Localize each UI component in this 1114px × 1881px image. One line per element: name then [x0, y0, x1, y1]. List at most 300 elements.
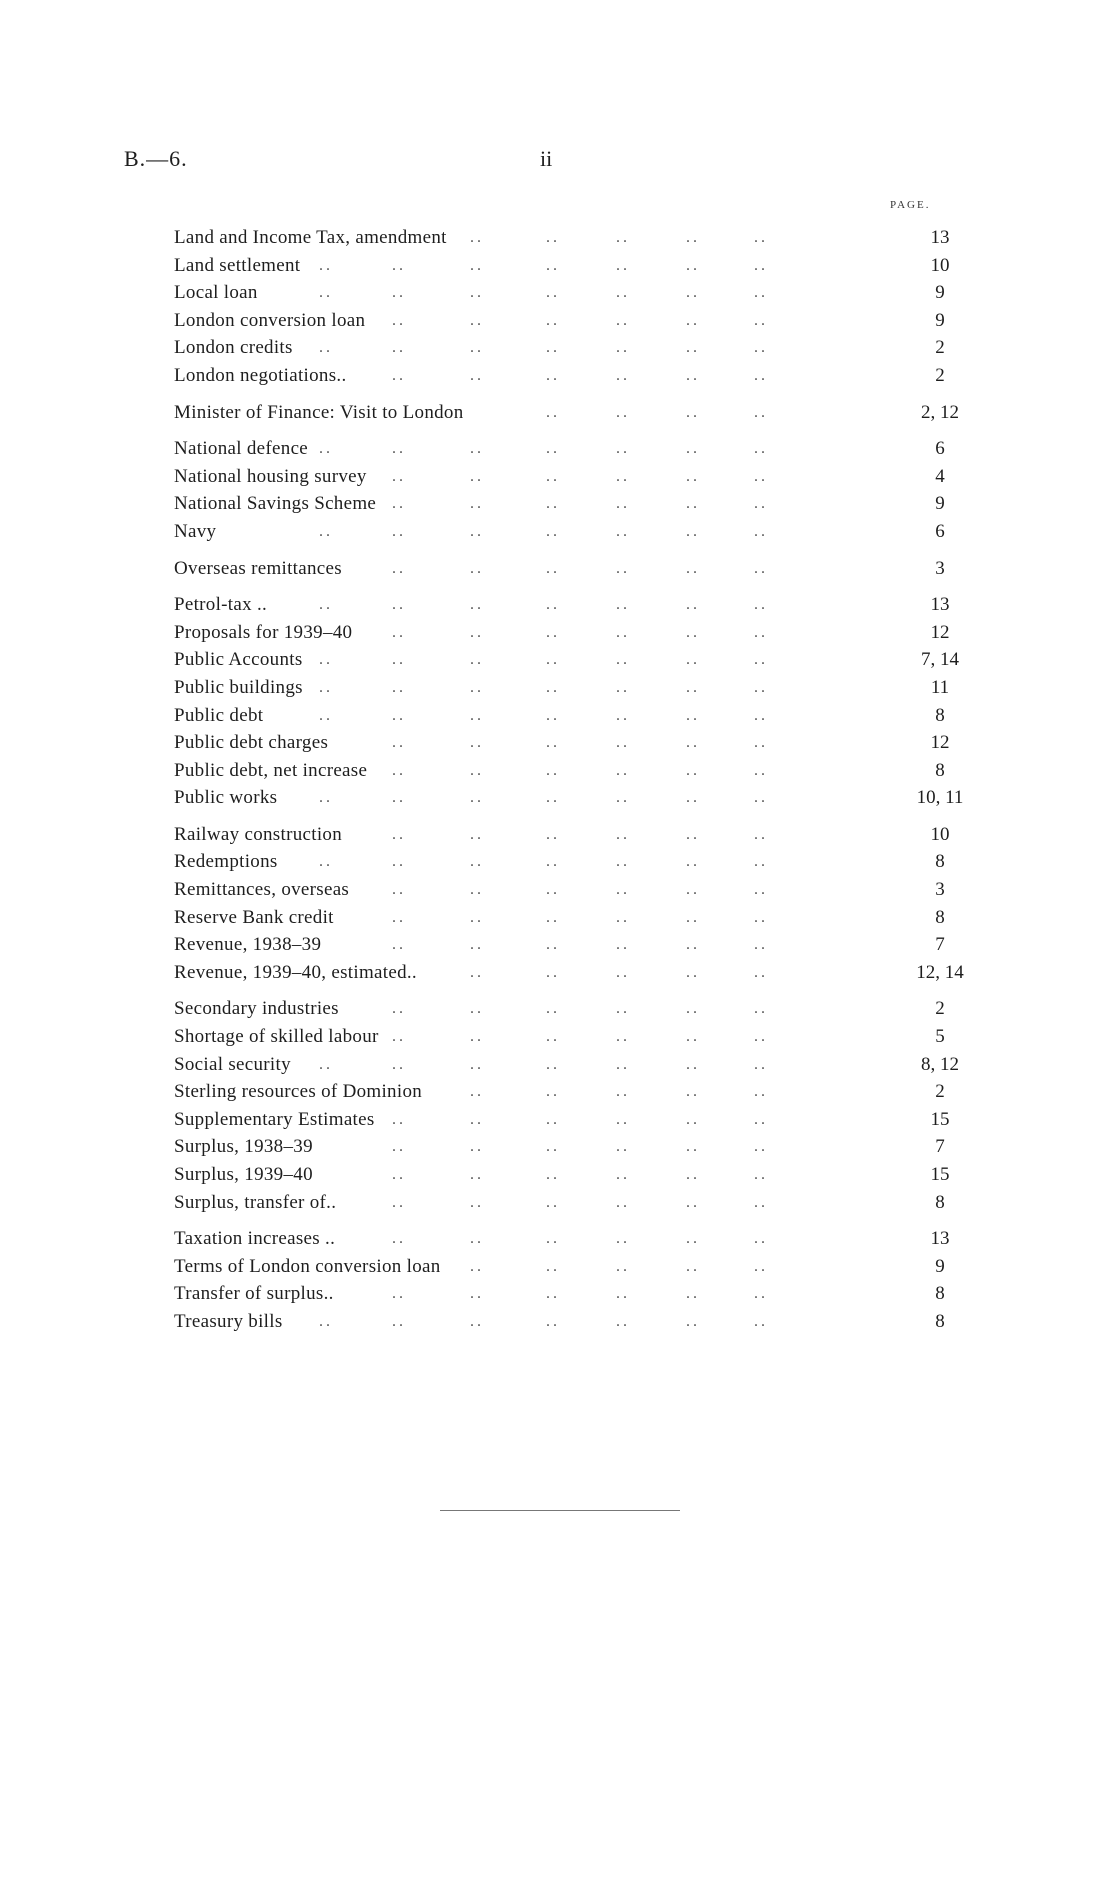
leader-dots: .. — [392, 761, 406, 779]
leader-dots: .. — [546, 1138, 560, 1156]
leader-dots: .. — [754, 908, 768, 926]
leader-dots: .. — [392, 881, 406, 899]
leader-dots: .. — [546, 908, 560, 926]
leader-dots: .. — [686, 440, 700, 458]
leader-dots: .. — [546, 734, 560, 752]
page-number: ii — [540, 146, 553, 171]
leader-dots: .. — [754, 1000, 768, 1018]
leader-dots: .. — [616, 403, 630, 421]
leader-dots: .. — [754, 1110, 768, 1128]
leader-dots: .. — [686, 1166, 700, 1183]
leader-dots: .. — [754, 256, 768, 274]
index-entry-page: 10, 11 — [916, 787, 964, 809]
leader-dots: .. — [616, 706, 630, 724]
index-entry-page: 9 — [935, 282, 945, 304]
leader-dots: .. — [754, 1083, 768, 1101]
leader-dots: .. — [470, 1285, 484, 1303]
index-entry-label: Proposals for 1939–40 — [174, 621, 353, 643]
index-entry-label: Surplus, 1939–40 — [174, 1164, 313, 1185]
leader-dots: .. — [686, 825, 700, 843]
index-entry-page: 8 — [935, 759, 945, 781]
leader-dots: .. — [616, 284, 630, 302]
leader-dots: .. — [616, 651, 630, 669]
leader-dots: .. — [616, 339, 630, 357]
leader-dots: .. — [470, 1028, 484, 1046]
leader-dots: .. — [546, 467, 560, 485]
index-entry — [174, 757, 974, 785]
leader-dots: .. — [754, 495, 768, 513]
leader-dots: .. — [392, 1166, 406, 1183]
index-entry-label: Sterling resources of Dominion — [174, 1081, 423, 1103]
leader-dots: .. — [616, 1110, 630, 1128]
index-entry — [174, 1023, 974, 1051]
leader-dots: .. — [546, 495, 560, 513]
leader-dots: .. — [319, 596, 333, 614]
leader-dots: .. — [686, 495, 700, 513]
index-entry-label: National defence — [174, 438, 309, 460]
leader-dots: .. — [754, 1230, 768, 1248]
index-entry-label: Shortage of skilled labour — [174, 1026, 379, 1048]
leader-dots: .. — [546, 256, 560, 274]
leader-dots: .. — [686, 651, 700, 669]
leader-dots: .. — [546, 1257, 560, 1275]
leader-dots: .. — [470, 559, 484, 577]
index-entry — [174, 555, 974, 583]
index-entry-label: Public debt, net increase — [174, 759, 368, 781]
leader-dots: .. — [616, 1028, 630, 1046]
leader-dots: .. — [392, 339, 406, 357]
leader-dots: .. — [616, 559, 630, 577]
leader-dots: .. — [392, 1055, 406, 1073]
index-entry-label: National Savings Scheme — [174, 493, 377, 515]
index-entry — [174, 463, 974, 491]
index-entry-label: Navy — [174, 520, 217, 542]
index-entry-label: Local loan — [174, 282, 258, 304]
leader-dots: .. — [470, 623, 484, 641]
leader-dots: .. — [686, 881, 700, 899]
leader-dots: .. — [616, 734, 630, 752]
leader-dots: .. — [470, 908, 484, 926]
leader-dots: .. — [470, 366, 484, 384]
leader-dots: .. — [392, 440, 406, 458]
index-entry-label: Transfer of surplus.. — [174, 1283, 334, 1305]
leader-dots: .. — [546, 881, 560, 899]
leader-dots: .. — [686, 596, 700, 614]
index-entry-page: 8 — [935, 906, 945, 928]
leader-dots: .. — [616, 789, 630, 807]
index-entry-page: 8 — [935, 1191, 945, 1213]
leader-dots: .. — [754, 1028, 768, 1046]
leader-dots: .. — [392, 495, 406, 513]
leader-dots: .. — [392, 559, 406, 577]
leader-dots: .. — [754, 311, 768, 329]
leader-dots: .. — [470, 963, 484, 981]
leader-dots: .. — [754, 678, 768, 696]
leader-dots: .. — [686, 734, 700, 752]
leader-dots: .. — [686, 229, 700, 246]
leader-dots: .. — [616, 596, 630, 614]
index-entry-page: 13 — [930, 227, 950, 248]
leader-dots: .. — [319, 706, 333, 724]
index-entry — [174, 1280, 974, 1308]
leader-dots: .. — [616, 1312, 630, 1330]
index-entry — [174, 821, 974, 849]
leader-dots: .. — [754, 623, 768, 641]
dot-leaders — [174, 1051, 974, 1079]
index-entry-label: Supplementary Estimates — [174, 1108, 375, 1130]
dot-leaders — [174, 279, 974, 307]
index-entry-page: 15 — [930, 1108, 950, 1130]
index-entry — [174, 307, 974, 335]
leader-dots: .. — [392, 467, 406, 485]
leader-dots: .. — [319, 651, 333, 669]
leader-dots: .. — [616, 881, 630, 899]
index-entry-page: 8 — [935, 704, 945, 726]
leader-dots: .. — [319, 284, 333, 302]
leader-dots: .. — [392, 311, 406, 329]
index-entry-page: 12 — [930, 621, 950, 643]
leader-dots: .. — [616, 256, 630, 274]
index-entry-label: Land and Income Tax, amendment — [174, 227, 447, 248]
leader-dots: .. — [616, 853, 630, 871]
index-entry-label: Public debt — [174, 704, 264, 726]
index-entry-page: 6 — [935, 438, 945, 460]
leader-dots: .. — [686, 256, 700, 274]
leader-dots: .. — [546, 596, 560, 614]
leader-dots: .. — [392, 908, 406, 926]
index-entry — [174, 1161, 974, 1189]
leader-dots: .. — [754, 440, 768, 458]
dot-leaders — [174, 702, 974, 730]
leader-dots: .. — [392, 596, 406, 614]
leader-dots: .. — [754, 1193, 768, 1211]
leader-dots: .. — [392, 789, 406, 807]
index-entry — [174, 1051, 974, 1079]
leader-dots: .. — [392, 936, 406, 954]
leader-dots: .. — [686, 963, 700, 981]
leader-dots: .. — [686, 1312, 700, 1330]
dot-leaders — [174, 848, 974, 876]
index-entry — [174, 729, 974, 757]
leader-dots: .. — [392, 256, 406, 274]
leader-dots: .. — [686, 1285, 700, 1303]
leader-dots: .. — [754, 596, 768, 614]
leader-dots: .. — [392, 1028, 406, 1046]
index-entry — [174, 362, 974, 390]
index-entry — [174, 490, 974, 518]
leader-dots: .. — [686, 936, 700, 954]
index-entry — [174, 1308, 974, 1336]
index-entry-page: 2 — [935, 998, 945, 1020]
leader-dots: .. — [686, 1230, 700, 1248]
leader-dots: .. — [470, 256, 484, 274]
index-entry — [174, 591, 974, 619]
index-entry-page: 8 — [935, 1283, 945, 1305]
leader-dots: .. — [319, 256, 333, 274]
leader-dots: .. — [470, 1193, 484, 1211]
index-entry — [174, 995, 974, 1023]
leader-dots: .. — [546, 789, 560, 807]
leader-dots: .. — [546, 706, 560, 724]
leader-dots: .. — [616, 936, 630, 954]
leader-dots: .. — [616, 229, 630, 246]
leader-dots: .. — [616, 495, 630, 513]
leader-dots: .. — [470, 761, 484, 779]
dot-leaders — [174, 784, 974, 812]
leader-dots: .. — [754, 825, 768, 843]
leader-dots: .. — [546, 1230, 560, 1248]
index-entry — [174, 1189, 974, 1217]
index-entry-label: Reserve Bank credit — [174, 906, 334, 928]
index-entry-page: 10 — [930, 823, 950, 845]
index-entry-label: Surplus, 1938–39 — [174, 1136, 313, 1158]
index-entry-page: 10 — [930, 254, 950, 276]
leader-dots: .. — [686, 366, 700, 384]
index-entry — [174, 876, 974, 904]
leader-dots: .. — [754, 1138, 768, 1156]
dot-leaders — [174, 1308, 974, 1336]
leader-dots: .. — [546, 825, 560, 843]
document-reference: B.—6. — [124, 146, 188, 171]
index-entry — [174, 674, 974, 702]
leader-dots: .. — [546, 853, 560, 871]
leader-dots: .. — [392, 522, 406, 540]
leader-dots: .. — [546, 284, 560, 302]
index-entry — [174, 1225, 974, 1253]
leader-dots: .. — [546, 403, 560, 421]
leader-dots: .. — [470, 522, 484, 540]
index-entry-label: Public Accounts — [174, 649, 303, 671]
leader-dots: .. — [754, 467, 768, 485]
index-entry-page: 6 — [935, 520, 945, 542]
leader-dots: .. — [686, 853, 700, 871]
leader-dots: .. — [470, 1257, 484, 1275]
index-entry-label: London conversion loan — [174, 309, 366, 331]
index-entry-label: Secondary industries — [174, 998, 339, 1020]
leader-dots: .. — [319, 339, 333, 357]
leader-dots: .. — [686, 1083, 700, 1101]
leader-dots: .. — [470, 734, 484, 752]
leader-dots: .. — [686, 1000, 700, 1018]
leader-dots: .. — [470, 825, 484, 843]
leader-dots: .. — [470, 789, 484, 807]
leader-dots: .. — [392, 1110, 406, 1128]
leader-dots: .. — [686, 1257, 700, 1275]
leader-dots: .. — [392, 651, 406, 669]
leader-dots: .. — [754, 734, 768, 752]
index-entry-page: 2 — [935, 364, 945, 386]
leader-dots: .. — [686, 789, 700, 807]
index-entry-page: 13 — [930, 1228, 950, 1250]
index-entry-label: Treasury bills — [174, 1310, 283, 1332]
leader-dots: .. — [616, 761, 630, 779]
leader-dots: .. — [392, 1230, 406, 1248]
index-entry-label: Taxation increases .. — [174, 1228, 336, 1250]
leader-dots: .. — [319, 1312, 333, 1330]
leader-dots: .. — [616, 1138, 630, 1156]
leader-dots: .. — [470, 339, 484, 357]
leader-dots: .. — [686, 1110, 700, 1128]
leader-dots: .. — [546, 1000, 560, 1018]
leader-dots: .. — [754, 284, 768, 302]
leader-dots: .. — [392, 706, 406, 724]
leader-dots: .. — [546, 1285, 560, 1303]
leader-dots: .. — [392, 1285, 406, 1303]
leader-dots: .. — [546, 651, 560, 669]
index-entry-label: London negotiations.. — [174, 364, 347, 386]
leader-dots: .. — [470, 678, 484, 696]
index-entry-label: Overseas remittances — [174, 557, 342, 579]
leader-dots: .. — [546, 559, 560, 577]
leader-dots: .. — [546, 311, 560, 329]
leader-dots: .. — [616, 623, 630, 641]
leader-dots: .. — [470, 1230, 484, 1248]
index-entry — [174, 702, 974, 730]
leader-dots: .. — [686, 467, 700, 485]
index-entry — [174, 1253, 974, 1281]
leader-dots: .. — [686, 1193, 700, 1211]
leader-dots: .. — [686, 522, 700, 540]
leader-dots: .. — [392, 1138, 406, 1156]
leader-dots: .. — [470, 467, 484, 485]
dot-leaders — [174, 518, 974, 546]
index-entry-label: Public debt charges — [174, 732, 329, 754]
leader-dots: .. — [616, 1055, 630, 1073]
leader-dots: .. — [616, 678, 630, 696]
leader-dots: .. — [470, 853, 484, 871]
index-entry — [174, 518, 974, 546]
leader-dots: .. — [754, 936, 768, 954]
leader-dots: .. — [616, 1193, 630, 1211]
leader-dots: .. — [616, 1083, 630, 1101]
leader-dots: .. — [470, 440, 484, 458]
leader-dots: .. — [470, 311, 484, 329]
leader-dots: .. — [754, 1257, 768, 1275]
leader-dots: .. — [754, 853, 768, 871]
leader-dots: .. — [546, 1193, 560, 1211]
index-entry-page: 2 — [935, 337, 945, 359]
leader-dots: .. — [686, 1138, 700, 1156]
index-entry — [174, 334, 974, 362]
dot-leaders — [174, 334, 974, 362]
leader-dots: .. — [616, 311, 630, 329]
index-entry — [174, 904, 974, 932]
index-entry — [174, 279, 974, 307]
leader-dots: .. — [754, 1166, 768, 1183]
leader-dots: .. — [616, 1166, 630, 1183]
leader-dots: .. — [546, 1312, 560, 1330]
index-entry-label: Petrol-tax .. — [174, 594, 268, 616]
leader-dots: .. — [470, 1000, 484, 1018]
index-entry — [174, 959, 974, 987]
index-entry-label: Remittances, overseas — [174, 879, 350, 901]
leader-dots: .. — [392, 284, 406, 302]
leader-dots: .. — [319, 678, 333, 696]
index-entry-label: London credits — [174, 337, 293, 359]
leader-dots: .. — [546, 1110, 560, 1128]
leader-dots: .. — [546, 1166, 560, 1183]
leader-dots: .. — [546, 1083, 560, 1101]
leader-dots: .. — [616, 825, 630, 843]
index-entry-page: 15 — [930, 1164, 950, 1185]
index-entry-page: 9 — [935, 309, 945, 331]
index-entry-label: Terms of London conversion loan — [174, 1255, 441, 1277]
leader-dots: .. — [754, 881, 768, 899]
leader-dots: .. — [754, 1312, 768, 1330]
leader-dots: .. — [470, 1083, 484, 1101]
leader-dots: .. — [470, 495, 484, 513]
leader-dots: .. — [616, 1000, 630, 1018]
leader-dots: .. — [319, 440, 333, 458]
leader-dots: .. — [546, 623, 560, 641]
leader-dots: .. — [686, 403, 700, 421]
index-entry-page: 7 — [935, 934, 945, 956]
leader-dots: .. — [686, 311, 700, 329]
index-entry-label: Public buildings — [174, 676, 303, 698]
index-entry-page: 9 — [935, 493, 945, 515]
page-column-header: PAGE. — [890, 199, 931, 211]
leader-dots: .. — [616, 1230, 630, 1248]
leader-dots: .. — [546, 366, 560, 384]
index-entry — [174, 848, 974, 876]
leader-dots: .. — [754, 229, 768, 246]
leader-dots: .. — [392, 853, 406, 871]
index-entry-page: 3 — [935, 879, 945, 901]
index-entry-page: 12 — [930, 732, 950, 754]
leader-dots: .. — [470, 596, 484, 614]
leader-dots: .. — [754, 789, 768, 807]
index-entry — [174, 931, 974, 959]
leader-dots: .. — [392, 734, 406, 752]
leader-dots: .. — [686, 559, 700, 577]
index-entry-label: Land settlement — [174, 254, 301, 276]
index-entry-page: 4 — [935, 465, 945, 487]
index-entry — [174, 784, 974, 812]
index-entry-page: 13 — [930, 594, 950, 616]
leader-dots: .. — [392, 623, 406, 641]
leader-dots: .. — [546, 339, 560, 357]
leader-dots: .. — [470, 229, 484, 246]
leader-dots: .. — [546, 761, 560, 779]
index-entry-page: 8 — [935, 851, 945, 873]
leader-dots: .. — [686, 284, 700, 302]
leader-dots: .. — [754, 1055, 768, 1073]
index-entry-page: 12, 14 — [916, 961, 964, 983]
leader-dots: .. — [546, 963, 560, 981]
leader-dots: .. — [754, 706, 768, 724]
leader-dots: .. — [392, 1000, 406, 1018]
end-rule — [440, 1510, 680, 1511]
leader-dots: .. — [470, 1110, 484, 1128]
leader-dots: .. — [754, 963, 768, 981]
leader-dots: .. — [616, 963, 630, 981]
index-list — [174, 224, 974, 1336]
leader-dots: .. — [754, 339, 768, 357]
leader-dots: .. — [754, 761, 768, 779]
index-entry-page: 2 — [935, 1081, 945, 1103]
index-entry — [174, 1133, 974, 1161]
leader-dots: .. — [546, 678, 560, 696]
leader-dots: .. — [686, 1055, 700, 1073]
index-entry-page: 11 — [930, 676, 950, 698]
index-entry — [174, 619, 974, 647]
leader-dots: .. — [686, 678, 700, 696]
leader-dots: .. — [392, 678, 406, 696]
index-entry-page: 8 — [935, 1310, 945, 1332]
leader-dots: .. — [392, 1193, 406, 1211]
index-entry-label: Railway construction — [174, 823, 342, 845]
index-entry-page: 2, 12 — [921, 401, 959, 423]
